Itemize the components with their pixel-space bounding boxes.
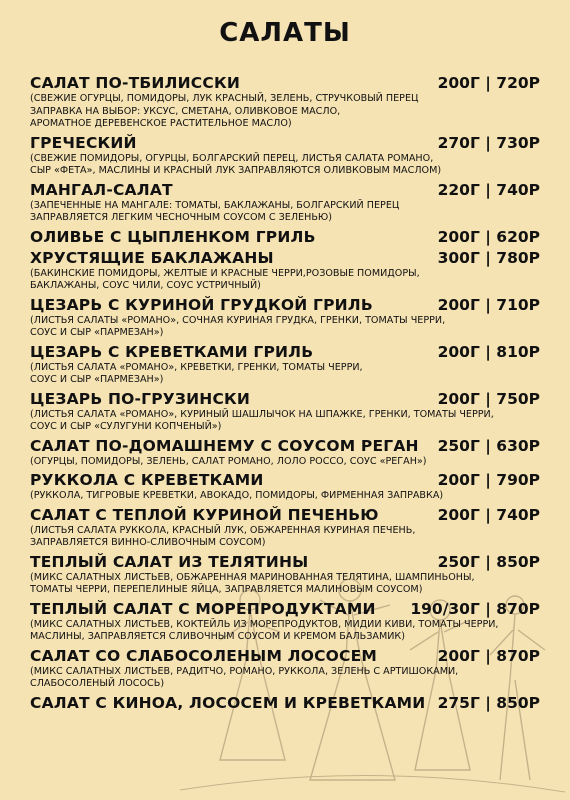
menu-item <box>30 694 540 712</box>
item-name: ЦЕЗАРЬ С КРЕВЕТКАМИ ГРИЛЬ <box>30 342 314 361</box>
item-price: 200Г | 750Р <box>437 389 540 408</box>
item-price: 250Г | 630Р <box>437 436 540 455</box>
menu-item <box>30 343 540 387</box>
item-description: (МИКС САЛАТНЫХ ЛИСТЬЕВ, РАДИТЧО, РОМАНО, РУККОЛА, ЗЕЛЕНЬ С АРТИШОКАМИ, СЛАБОСОЛЕНЫЙ ЛОСОСЬ) <box>30 665 459 689</box>
item-price: 200Г | 710Р <box>437 295 540 314</box>
menu-item <box>30 74 540 131</box>
item-name: РУККОЛА С КРЕВЕТКАМИ <box>30 471 264 489</box>
menu-item <box>30 471 540 503</box>
item-description: (СВЕЖИЕ ОГУРЦЫ, ПОМИДОРЫ, ЛУК КРАСНЫЙ, ЗЕЛЕНЬ, СТРУЧКОВЫЙ ПЕРЕЦ ЗАПРАВКА НА ВЫБОР: УКСУС, СМЕТАНА, ОЛИВКОВОЕ МАСЛО, АРОМАТНОЕ ДЕРЕВЕНСКОЕ РАСТИТЕЛЬНОЕ МАСЛО) <box>30 93 419 129</box>
item-price: 190/30Г | 870Р <box>410 599 540 618</box>
item-description: (СВЕЖИЕ ПОМИДОРЫ, ОГУРЦЫ, БОЛГАРСКИЙ ПЕРЕЦ, ЛИСТЬЯ САЛАТА РОМАНО, СЫР «ФЕТА», МАСЛИНЫ И КРАСНЫЙ ЛУК ЗАПРАВЛЯЮТСЯ ОЛИВКОВЫМ МАСЛОМ) <box>30 152 442 176</box>
item-name: ЦЕЗАРЬ ПО-ГРУЗИНСКИ <box>30 389 251 408</box>
item-price: 270Г | 730Р <box>437 133 540 152</box>
item-name: САЛАТ ПО-ТБИЛИССКИ <box>30 74 240 92</box>
menu-list <box>30 74 540 715</box>
item-name: ТЕПЛЫЙ САЛАТ ИЗ ТЕЛЯТИНЫ <box>30 552 309 571</box>
item-description: (МИКС САЛАТНЫХ ЛИСТЬЕВ, КОКТЕЙЛЬ ИЗ МОРЕПРОДУКТОВ, МИДИИ КИВИ, ТОМАТЫ ЧЕРРИ, МАСЛИНЫ, ЗАПРАВЛЯЕТСЯ СЛИВОЧНЫМ СОУСОМ И КРЕМОМ БАЛЬЗАМИК) <box>30 618 499 642</box>
item-name: САЛАТ С КИНОА, ЛОСОСЕМ И КРЕВЕТКАМИ <box>30 693 426 712</box>
item-description: (РУККОЛА, ТИГРОВЫЕ КРЕВЕТКИ, АВОКАДО, ПОМИДОРЫ, ФИРМЕННАЯ ЗАПРАВКА) <box>30 490 444 501</box>
item-name: САЛАТ ПО-ДОМАШНЕМУ С СОУСОМ РЕГАН <box>30 436 419 455</box>
item-description: (ОГУРЦЫ, ПОМИДОРЫ, ЗЕЛЕНЬ, САЛАТ РОМАНО, ЛОЛО РОССО, СОУС «РЕГАН») <box>30 455 427 467</box>
menu-item <box>30 249 540 293</box>
item-price: 300Г | 780Р <box>437 248 540 267</box>
item-name: САЛАТ СО СЛАБОСОЛЕНЫМ ЛОСОСЕМ <box>30 646 378 665</box>
menu-item <box>30 181 540 225</box>
item-price: 200Г | 720Р <box>437 74 540 92</box>
item-price: 200Г | 620Р <box>437 227 540 246</box>
item-description: (ЛИСТЬЯ САЛАТА «РОМАНО», КРЕВЕТКИ, ГРЕНКИ, ТОМАТЫ ЧЕРРИ, СОУС И СЫР «ПАРМЕЗАН») <box>30 361 363 385</box>
menu-item <box>30 134 540 178</box>
item-name: ХРУСТЯЩИЕ БАКЛАЖАНЫ <box>30 248 274 267</box>
menu-item <box>30 553 540 597</box>
item-description: (ЛИСТЬЯ САЛАТЫ «РОМАНО», СОЧНАЯ КУРИНАЯ ГРУДКА, ГРЕНКИ, ТОМАТЫ ЧЕРРИ, СОУС И СЫР «ПАРМЕЗАН») <box>30 314 446 338</box>
item-description: (ЗАПЕЧЕННЫЕ НА МАНГАЛЕ: ТОМАТЫ, БАКЛАЖАНЫ, БОЛГАРСКИЙ ПЕРЕЦ ЗАПРАВЛЯЕТСЯ ЛЕГКИМ ЧЕСНОЧНЫМ СОУСОМ С ЗЕЛЕНЬЮ) <box>30 199 400 223</box>
item-price: 220Г | 740Р <box>437 180 540 199</box>
item-description: (ЛИСТЬЯ САЛАТА РУККОЛА, КРАСНЫЙ ЛУК, ОБЖАРЕННАЯ КУРИНАЯ ПЕЧЕНЬ, ЗАПРАВЛЯЕТСЯ ВИННО-СЛИВОЧНЫМ СОУСОМ) <box>30 524 416 548</box>
menu-item <box>30 296 540 340</box>
page-title: САЛАТЫ <box>219 18 351 48</box>
menu-item <box>30 437 540 469</box>
item-description: (ЛИСТЬЯ САЛАТА «РОМАНО», КУРИНЫЙ ШАШЛЫЧОК НА ШПАЖКЕ, ГРЕНКИ, ТОМАТЫ ЧЕРРИ, СОУС И СЫР «СУЛУГУНИ КОПЧЕНЫЙ») <box>30 408 494 432</box>
menu-item <box>30 647 540 691</box>
item-price: 200Г | 810Р <box>437 342 540 361</box>
item-name: ЦЕЗАРЬ С КУРИНОЙ ГРУДКОЙ ГРИЛЬ <box>30 295 373 314</box>
item-name: ТЕПЛЫЙ САЛАТ С МОРЕПРОДУКТАМИ <box>30 599 376 618</box>
item-price: 200Г | 790Р <box>437 471 540 489</box>
item-price: 275Г | 850Р <box>437 693 540 712</box>
item-price: 200Г | 870Р <box>437 646 540 665</box>
menu-item <box>30 228 540 246</box>
menu-item <box>30 600 540 644</box>
item-price: 200Г | 740Р <box>437 505 540 524</box>
item-name: МАНГАЛ-САЛАТ <box>30 180 173 199</box>
menu-item <box>30 390 540 434</box>
item-name: ОЛИВЬЕ С ЦЫПЛЕНКОМ ГРИЛЬ <box>30 227 316 246</box>
item-description: (БАКИНСКИЕ ПОМИДОРЫ, ЖЕЛТЫЕ И КРАСНЫЕ ЧЕРРИ,РОЗОВЫЕ ПОМИДОРЫ, БАКЛАЖАНЫ, СОУС ЧИЛИ, СОУС УСТРИЧНЫЙ) <box>30 267 420 291</box>
item-price: 250Г | 850Р <box>437 552 540 571</box>
item-name: ГРЕЧЕСКИЙ <box>30 133 137 152</box>
item-description: (МИКС САЛАТНЫХ ЛИСТЬЕВ, ОБЖАРЕННАЯ МАРИНОВАННАЯ ТЕЛЯТИНА, ШАМПИНЬОНЫ, ТОМАТЫ ЧЕРРИ, ПЕРЕПЕЛИНЫЕ ЯЙЦА, ЗАПРАВЛЯЕТСЯ МАЛИНОВЫМ СОУСОМ) <box>30 571 475 595</box>
item-name: САЛАТ С ТЕПЛОЙ КУРИНОЙ ПЕЧЕНЬЮ <box>30 505 379 524</box>
menu-item <box>30 506 540 550</box>
